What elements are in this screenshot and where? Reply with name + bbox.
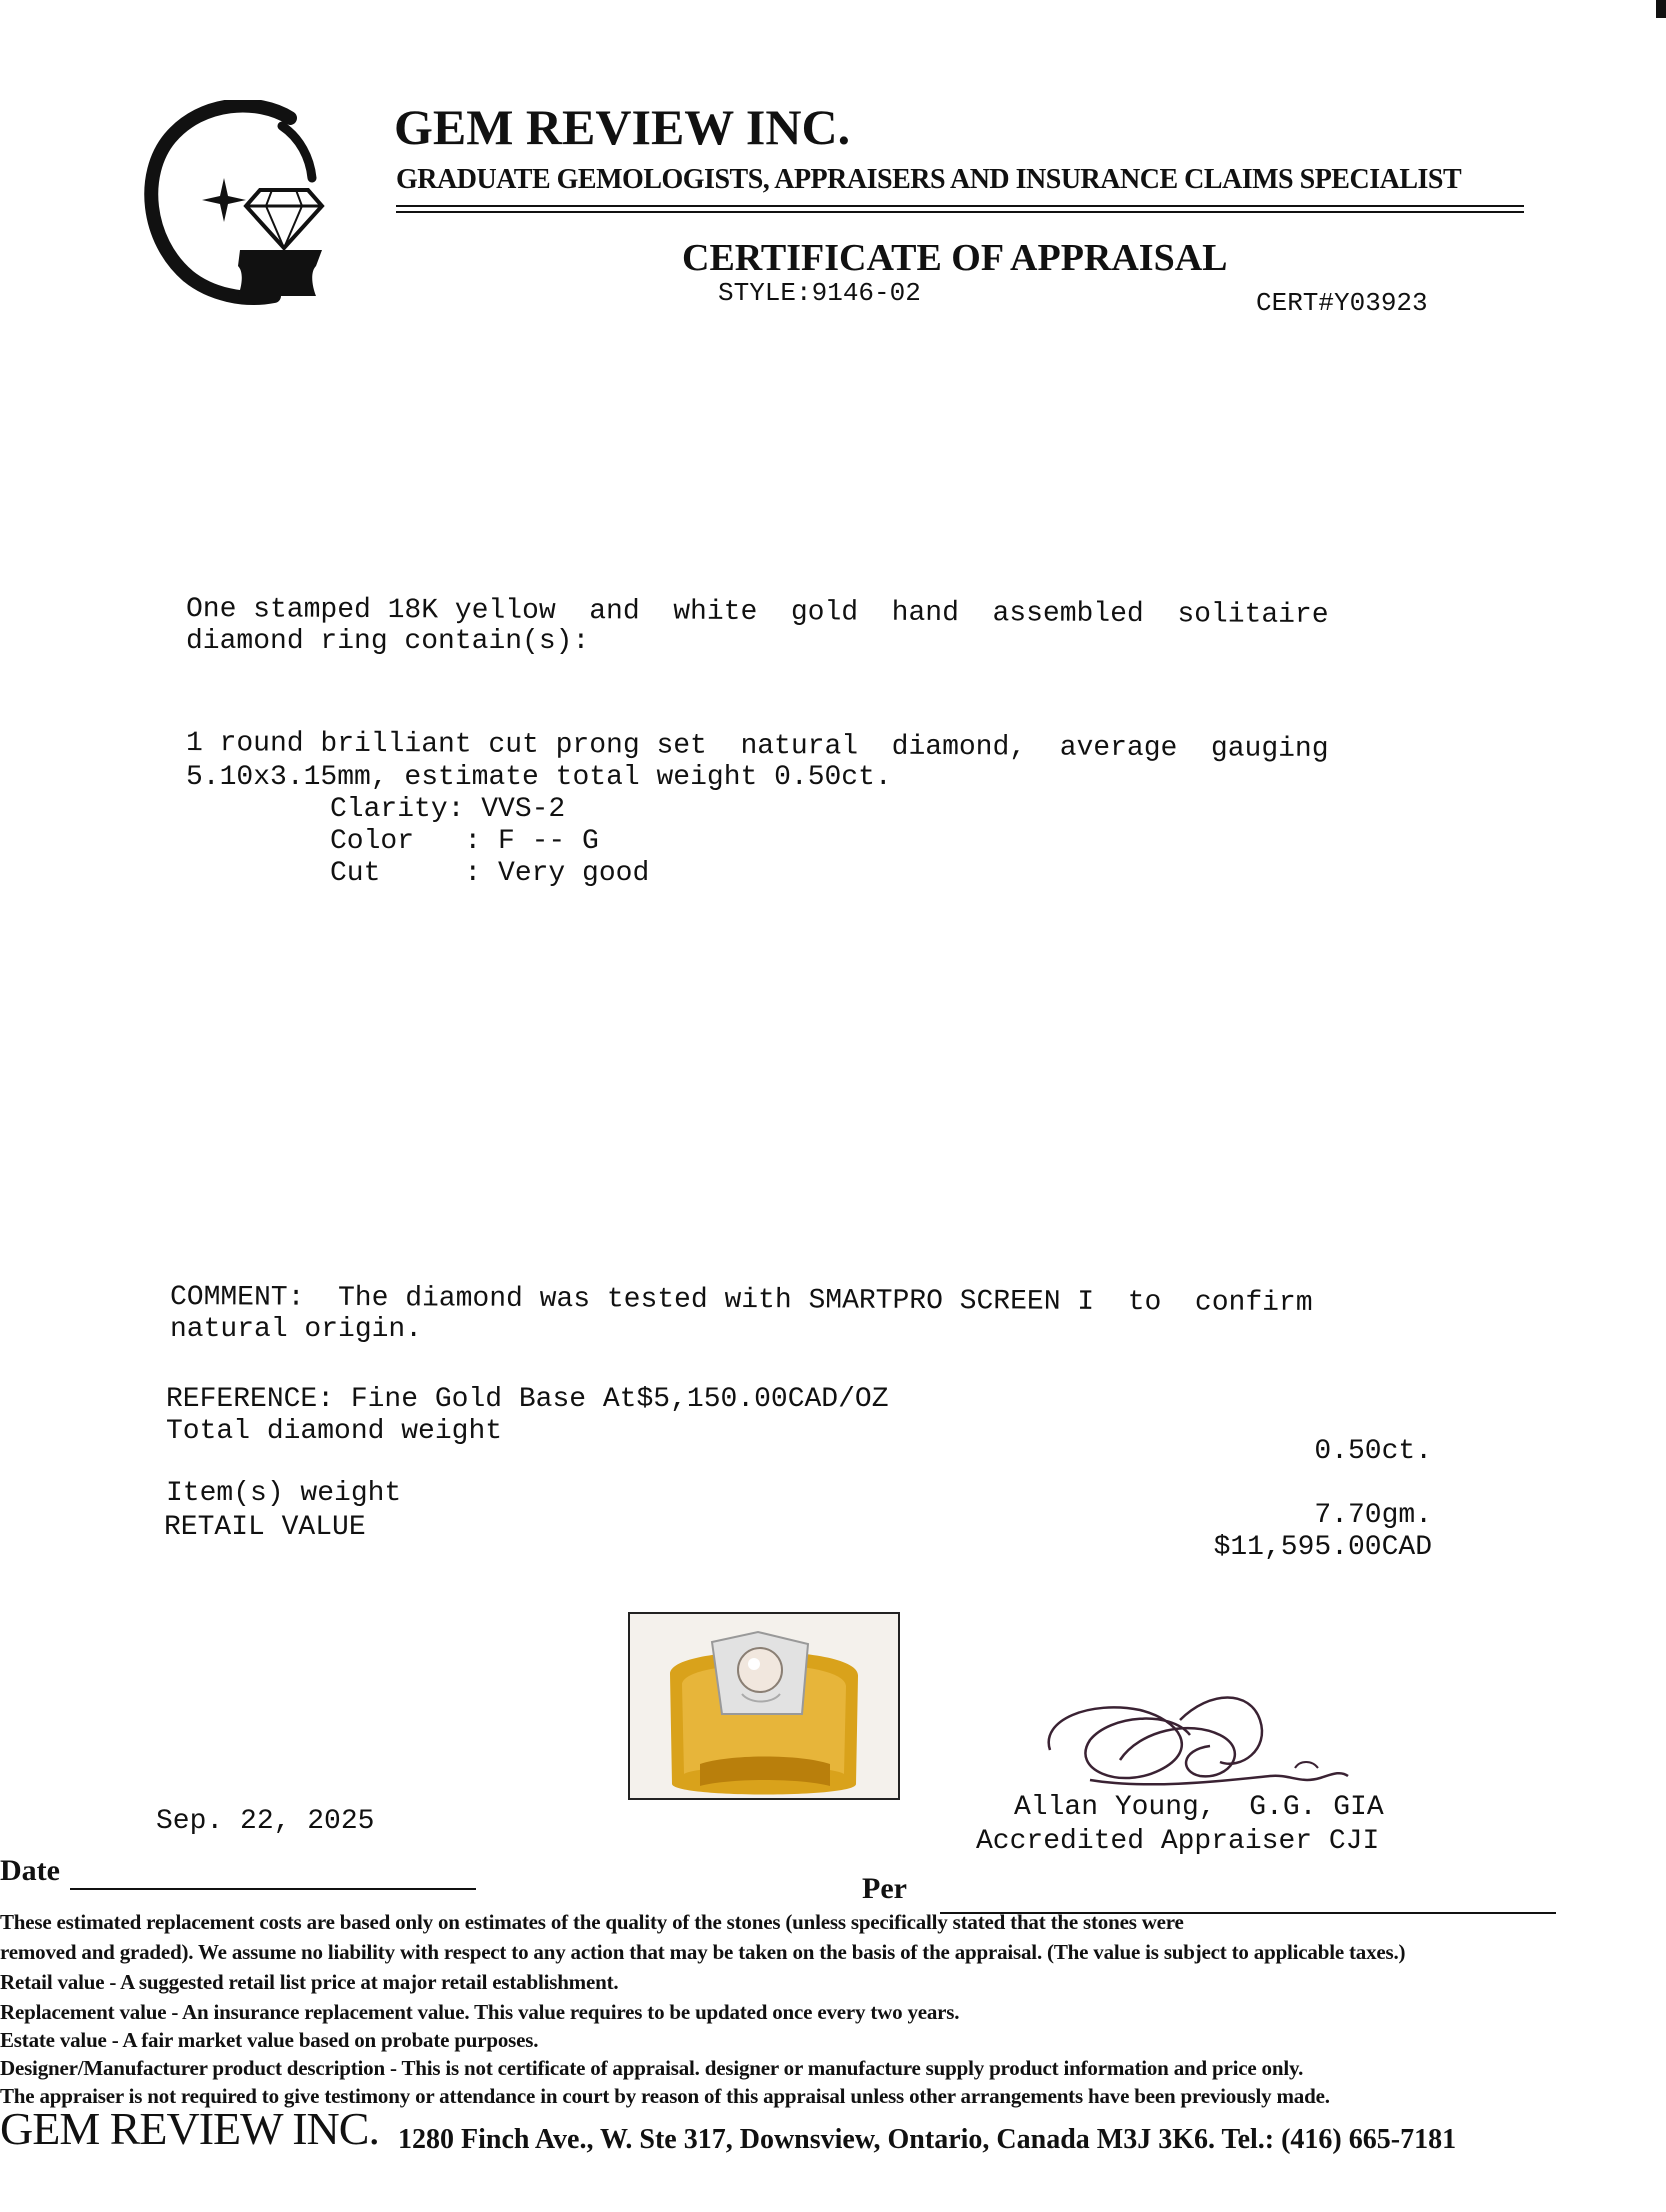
diamond-clarity: Clarity: VVS-2 bbox=[330, 794, 566, 825]
date-signature-line bbox=[70, 1888, 476, 1890]
total-diamond-weight-value: 0.50ct. bbox=[1314, 1436, 1432, 1467]
gem-review-logo bbox=[140, 100, 340, 310]
disclaimer-line-1: These estimated replacement costs are based only on estimates of the quality of the stones (unless specifically stated that the stones were bbox=[0, 1910, 1184, 1934]
appraiser-title: Accredited Appraiser CJI bbox=[976, 1826, 1380, 1857]
diamond-cut: Cut : Very good bbox=[330, 858, 650, 889]
item-weight-label: Item(s) weight bbox=[166, 1478, 402, 1509]
reference-line: REFERENCE: Fine Gold Base At$5,150.00CAD/OZ bbox=[166, 1384, 889, 1415]
appraiser-name: Allan Young, G.G. GIA bbox=[1014, 1792, 1384, 1823]
disclaimer-line-7: The appraiser is not required to give testimony or attendance in court by reason of this appraisal unless other arrangements have been previously made. bbox=[0, 2084, 1330, 2108]
disclaimer-line-6: Designer/Manufacturer product description - This is not certificate of appraisal. designer or manufacture supply product information and price only. bbox=[0, 2056, 1304, 2080]
style-number: STYLE:9146-02 bbox=[718, 278, 921, 308]
retail-value-label: RETAIL VALUE bbox=[164, 1512, 366, 1543]
item-weight-value: 7.70gm. bbox=[1314, 1500, 1432, 1531]
date-label: Date bbox=[0, 1854, 60, 1887]
ring-photo bbox=[628, 1612, 900, 1800]
certificate-title: CERTIFICATE OF APPRAISAL bbox=[682, 237, 1228, 279]
appraiser-signature bbox=[1030, 1680, 1370, 1810]
per-label: Per bbox=[862, 1872, 907, 1905]
disclaimer-line-3: Retail value - A suggested retail list price at major retail establishment. bbox=[0, 1970, 619, 1994]
retail-value-amount: $11,595.00CAD bbox=[1213, 1532, 1432, 1563]
scan-edge-mark bbox=[1656, 0, 1666, 18]
disclaimer-line-4: Replacement value - An insurance replacement value. This value requires to be updated once every two years. bbox=[0, 2000, 960, 2024]
footer-address: 1280 Finch Ave., W. Ste 317, Downsview, Ontario, Canada M3J 3K6. Tel.: (416) 665-7181 bbox=[398, 2124, 1457, 2155]
total-diamond-weight-label: Total diamond weight bbox=[166, 1416, 503, 1447]
company-subtitle: GRADUATE GEMOLOGISTS, APPRAISERS AND INSURANCE CLAIMS SPECIALIST bbox=[396, 164, 1462, 195]
comment-line-1: COMMENT: The diamond was tested with SMARTPRO SCREEN I to confirm bbox=[169, 1282, 1313, 1319]
disclaimer-line-2: removed and graded). We assume no liability with respect to any action that may be taken on the basis of the appraisal. (The value is subject to applicable taxes.) bbox=[0, 1940, 1406, 1964]
certificate-number: CERT#Y03923 bbox=[1256, 288, 1428, 318]
footer-company-name: GEM REVIEW INC. bbox=[0, 2103, 379, 2154]
diamond-color: Color : F -- G bbox=[330, 826, 599, 857]
disclaimer-line-5: Estate value - A fair market value based on probate purposes. bbox=[0, 2028, 539, 2052]
header-rule-bottom bbox=[396, 211, 1524, 213]
description-line-2: diamond ring contain(s): bbox=[186, 626, 590, 657]
company-name: GEM REVIEW INC. bbox=[394, 99, 851, 155]
comment-line-2: natural origin. bbox=[170, 1314, 423, 1345]
header-rule-top bbox=[396, 205, 1524, 207]
diamond-line-1: 1 round brilliant cut prong set natural diamond, average gauging bbox=[185, 728, 1329, 765]
diamond-line-2: 5.10x3.15mm, estimate total weight 0.50ct. bbox=[186, 762, 892, 793]
description-line-1: One stamped 18K yellow and white gold hand assembled solitaire bbox=[185, 594, 1329, 631]
appraisal-date: Sep. 22, 2025 bbox=[156, 1806, 375, 1837]
